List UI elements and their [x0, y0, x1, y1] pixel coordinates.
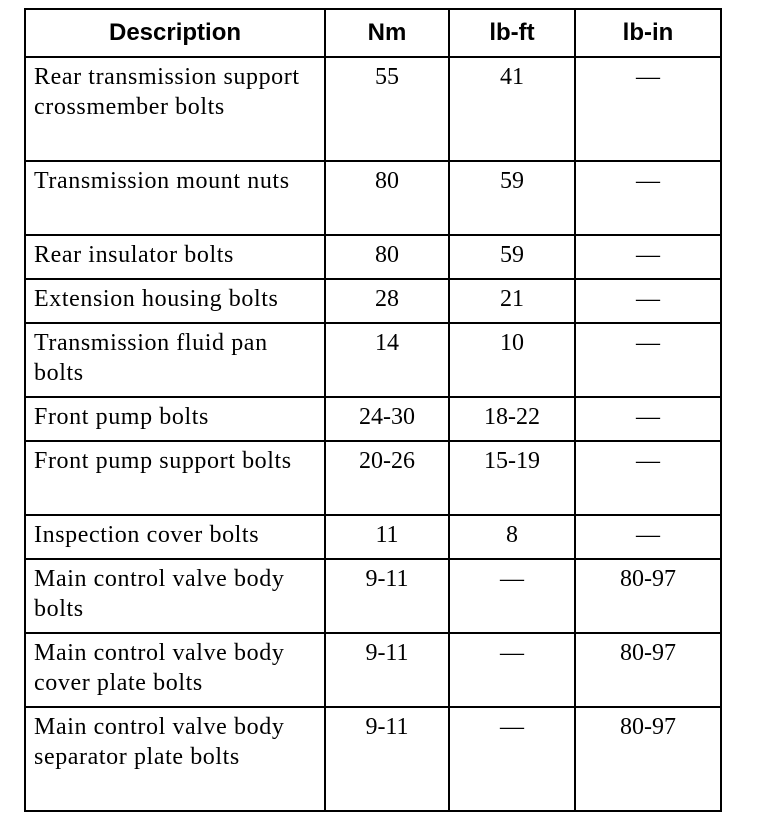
cell-lbft: — [449, 707, 575, 811]
cell-lbin: — [575, 161, 721, 235]
table-row [25, 57, 721, 161]
table-row [25, 559, 721, 633]
cell-lbin: — [575, 323, 721, 397]
header-lbin: lb-in [575, 9, 721, 57]
table-row [25, 161, 721, 235]
cell-description: Main control valve body bolts [25, 559, 325, 633]
table-row [25, 397, 721, 441]
cell-lbft: — [449, 559, 575, 633]
cell-nm: 24-30 [325, 397, 449, 441]
cell-nm: 9-11 [325, 707, 449, 811]
cell-nm: 9-11 [325, 633, 449, 707]
cell-lbin: — [575, 235, 721, 279]
table-row [25, 323, 721, 397]
cell-lbin: — [575, 515, 721, 559]
cell-description: Transmission mount nuts [25, 161, 325, 235]
cell-lbin: — [575, 279, 721, 323]
header-description: Description [25, 9, 325, 57]
cell-description: Inspection cover bolts [25, 515, 325, 559]
cell-nm: 9-11 [325, 559, 449, 633]
cell-lbft: 8 [449, 515, 575, 559]
cell-lbft: 18-22 [449, 397, 575, 441]
cell-lbft: 10 [449, 323, 575, 397]
table-row [25, 633, 721, 707]
cell-nm: 80 [325, 161, 449, 235]
cell-description: Main control valve body cover plate bolts [25, 633, 325, 707]
table-row [25, 707, 721, 811]
cell-lbin: — [575, 441, 721, 515]
cell-lbin: 80-97 [575, 707, 721, 811]
table-row [25, 279, 721, 323]
cell-nm: 11 [325, 515, 449, 559]
cell-nm: 55 [325, 57, 449, 161]
cell-lbft: 21 [449, 279, 575, 323]
cell-description: Transmission fluid pan bolts [25, 323, 325, 397]
cell-lbft: — [449, 633, 575, 707]
header-nm: Nm [325, 9, 449, 57]
table-row [25, 441, 721, 515]
cell-description: Rear transmission support crossmember bolts [25, 57, 325, 161]
cell-lbin: 80-97 [575, 559, 721, 633]
cell-lbin: — [575, 397, 721, 441]
table-header [25, 9, 721, 57]
table-row [25, 515, 721, 559]
cell-lbft: 15-19 [449, 441, 575, 515]
cell-nm: 28 [325, 279, 449, 323]
cell-lbft: 59 [449, 235, 575, 279]
torque-spec-table [24, 8, 722, 812]
cell-nm: 20-26 [325, 441, 449, 515]
cell-description: Main control valve body separator plate bolts [25, 707, 325, 811]
cell-lbft: 41 [449, 57, 575, 161]
cell-lbin: — [575, 57, 721, 161]
cell-lbin: 80-97 [575, 633, 721, 707]
cell-nm: 80 [325, 235, 449, 279]
header-row [25, 9, 721, 57]
cell-description: Front pump bolts [25, 397, 325, 441]
cell-nm: 14 [325, 323, 449, 397]
header-lbft: lb-ft [449, 9, 575, 57]
cell-description: Rear insulator bolts [25, 235, 325, 279]
table-body [25, 57, 721, 811]
cell-lbft: 59 [449, 161, 575, 235]
cell-description: Extension housing bolts [25, 279, 325, 323]
table-row [25, 235, 721, 279]
cell-description: Front pump support bolts [25, 441, 325, 515]
